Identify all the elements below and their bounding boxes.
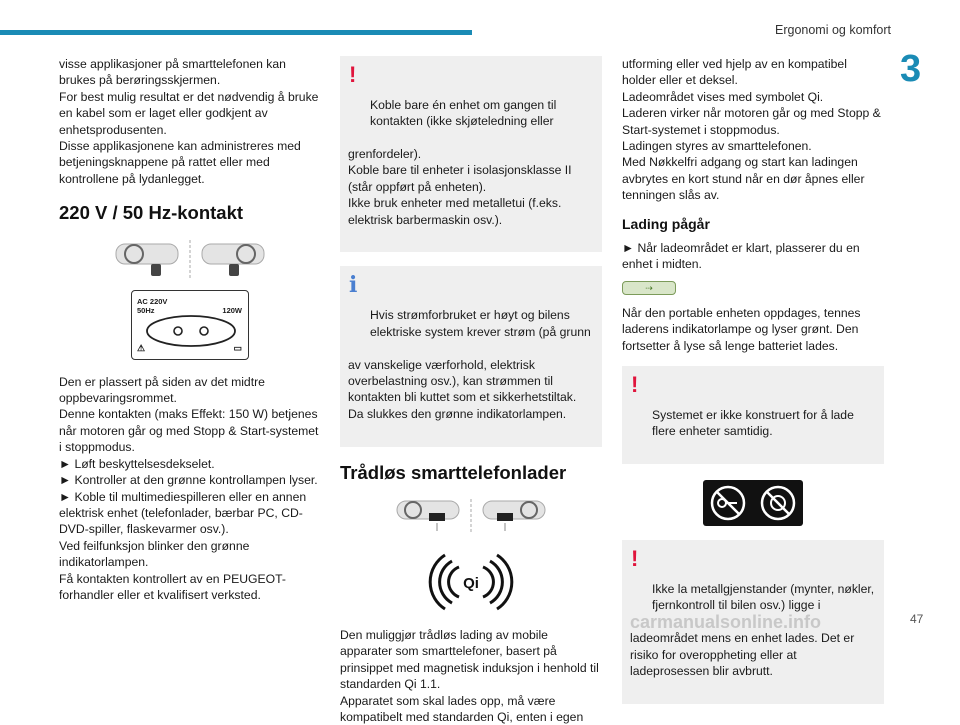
page-number: 47 — [910, 612, 924, 626]
socket-outlet-icon — [141, 313, 241, 349]
metal-warning-figure — [622, 480, 884, 526]
socket-wattage: 120W — [222, 305, 242, 315]
wireless-steering-figure — [340, 497, 602, 537]
warning-box-rest: grenfordeler). Koble bare til enheter i isolasjonsklasse II (står oppført på enheten). Ikke bruk enheter med metalletui (f.eks. elektrisk barbermaskin osv.). — [348, 147, 572, 227]
charging-heading: Lading pågår — [622, 215, 710, 232]
header-bar — [0, 30, 472, 35]
warning-box-first: Koble bare én enhet om gangen til kontakten (ikke skjøteledning eller — [370, 97, 557, 129]
steering-wheel-pad-icon — [391, 497, 551, 537]
wireless-continued-text: utforming eller ved hjelp av en kompatibel holder eller et deksel. Ladeområdet vises med symbolet Qi. Laderen virker når motoren går og med Stopp & Start-systemet i stoppmodus. Ladingen styres av smarttelefonen. Med Nøkkelfri adgang og start kan ladingen avbrytes en kort stund når en dør åpnes eller tenningen slås av. — [622, 57, 881, 203]
charging-warning-text: Systemet er ikke konstruert for å lade flere enheter samtidig. — [652, 407, 854, 439]
watermark: carmanualsonline.info — [630, 612, 822, 632]
qi-wireless-icon — [425, 547, 517, 617]
metal-warning-first: Ikke la metallgjenstander (mynter, nøkler, fjernkontroll til bilen osv.) ligge i — [652, 581, 875, 613]
charging-body-text: Når den portable enheten oppdages, tennes laderens indikatorlampe og lyser grønt. Den fortsetter å lyse så lenge batteriet lades. — [622, 305, 861, 353]
socket-heading: 220 V / 50 Hz-kontakt — [59, 202, 244, 224]
warning-mark-icon: ! — [631, 546, 639, 572]
info-mark-icon: i — [349, 272, 358, 299]
socket-icon — [131, 290, 249, 360]
charging-arrow-icon: ⇢ — [645, 282, 653, 293]
charging-warning-box — [622, 366, 884, 464]
chapter-number: 3 — [900, 48, 922, 90]
info-box — [340, 266, 602, 446]
column-1 — [59, 56, 321, 603]
section-title: Ergonomi og komfort — [775, 23, 892, 37]
charging-pad-icon — [622, 281, 676, 295]
column-3 — [622, 56, 884, 704]
qi-label: Qi — [463, 574, 479, 592]
caution-icon: ⚠ — [137, 343, 146, 354]
no-keys-icon — [709, 484, 747, 522]
wireless-heading: Trådløs smarttelefonlader — [340, 461, 567, 483]
column-2 — [340, 56, 602, 725]
steering-figure — [59, 238, 321, 282]
intro-text: visse applikasjoner på smarttelefonen kan brukes på berøringsskjermen. For best mulig resultat er det nødvendig å bruke en kabel som er laget eller godkjent av enhetsprodusenten. Disse applikasjonene kan administreres med betjeningsknappene på rattet eller med kontrollene på lydanlegget. — [59, 57, 319, 186]
qi-figure — [340, 547, 602, 617]
warning-mark-icon: ! — [349, 62, 357, 87]
info-box-first: Hvis strømforbruket er høyt og bilens elektriske system krever strøm (på grunn — [370, 308, 591, 339]
socket-figure — [59, 290, 321, 360]
info-box-rest: av vanskelige værforhold, elektrisk overbelastning osv.), kan strømmen til kontakten bli kuttet som et sikkerhetstiltak. Da slukkes den grønne indikatorlampen. — [348, 357, 577, 421]
wireless-body-text: Den muliggjør trådløs lading av mobile apparater som smarttelefoner, basert på prinsippet med magnetisk induksjon i henhold til standarden Qi 1.1. Apparatet som skal lades opp, må være kompatibelt med standarden Qi, enten i egen — [340, 627, 599, 724]
no-coins-icon — [759, 484, 797, 522]
socket-voltage: AC 220V — [137, 296, 168, 306]
socket-frequency: 50Hz — [137, 305, 155, 315]
charging-pad-figure — [622, 281, 884, 295]
no-metal-icons — [703, 480, 803, 526]
warning-box — [340, 56, 602, 252]
socket-body-text: Den er plassert på siden av det midtre oppbevaringsrommet. Denne kontakten (maks Effekt: 150 W) betjenes når motoren går og med Stopp & Start-systemet i stoppmodus. ► Løft beskyttelsesdekselet. ► Kontroller at den grønne kontrollampen lyser. ► Koble til multimediespilleren eller en annen elektrisk enhet (telefonlader, bærbar PC, CD-DVD-spiller, flaskevarmer osv.). Ved feilfunksjon blinker den grønne indikatorlampen. Få kontakten kontrollert av en PEUGEOT-forhandler eller et kvalifisert verksted. — [59, 374, 319, 602]
warning-mark-icon: ! — [631, 372, 639, 398]
manual-icon: ▭ — [233, 343, 242, 354]
steering-wheel-icon — [110, 238, 270, 282]
metal-warning-rest: ladeområdet mens en enhet lades. Det er risiko for overoppheting eller at ladeprosessen blir avbrutt. — [630, 631, 855, 678]
charging-step: ► Når ladeområdet er klart, plasserer du en enhet i midten. — [622, 241, 860, 272]
